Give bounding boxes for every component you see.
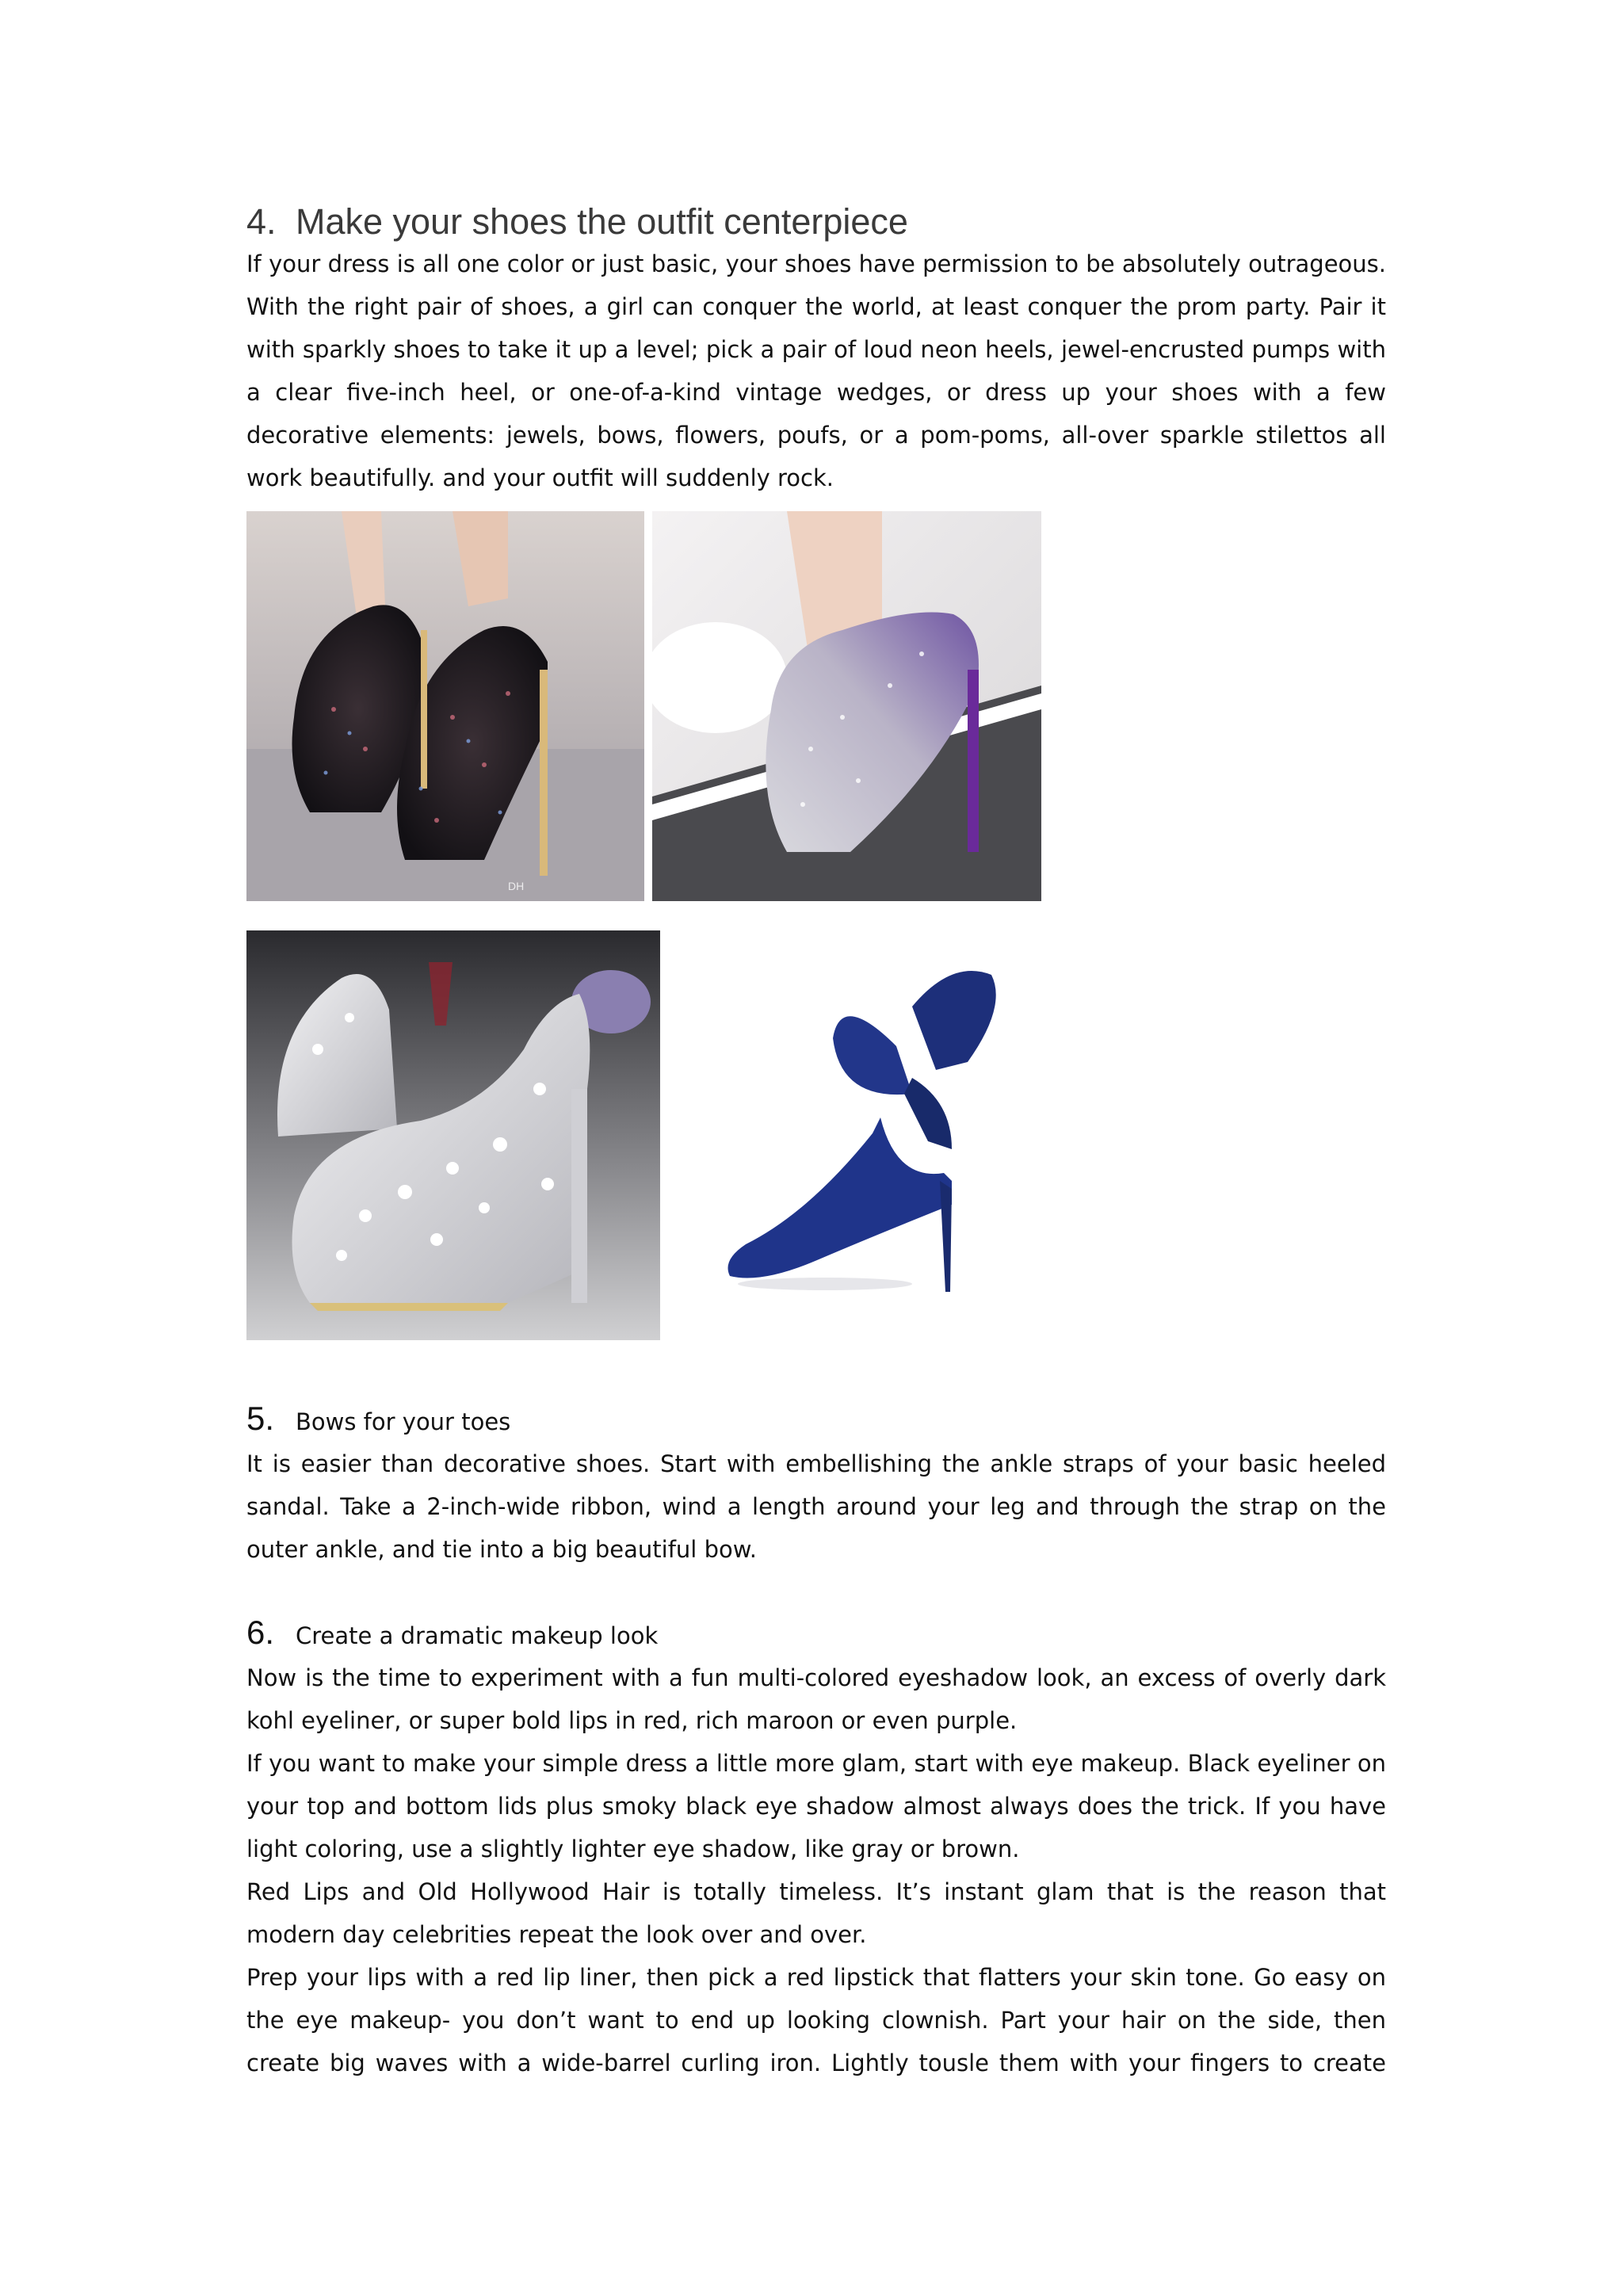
section-6-paragraph-2: If you want to make your simple dress a little more glam, start with eye makeup. Black eyeliner on your top and bottom lids plus smoky black eye shadow almost always does the trick. If you have light coloring, use a slightly lighter eye shadow, like gray or brown. bbox=[246, 1750, 1386, 1862]
section-6-paragraph-1: Now is the time to experiment with a fun multi-colored eyeshadow look, an excess of overly dark kohl eyeliner, or super bold lips in red, rich maroon or even purple. bbox=[246, 1664, 1386, 1734]
section-5-body bbox=[246, 1442, 1386, 1571]
section-5-number: 5. bbox=[246, 1400, 275, 1437]
photo-watermark: DH bbox=[508, 880, 525, 892]
section-6-title: Create a dramatic makeup look bbox=[296, 1622, 659, 1649]
section-5-paragraph: It is easier than decorative shoes. Start with embellishing the ankle straps of your basic heeled sandal. Take a 2-inch-wide ribbon, wind a length around your leg and through the strap on the outer ankle, and tie into a big beautiful bow. bbox=[246, 1450, 1386, 1563]
section-4-paragraph: If your dress is all one color or just basic, your shoes have permission to be absolutely outrageous. With the right pair of shoes, a girl can conquer the world, at least conquer the prom party. Pair it with sparkly shoes to take it up a level; pick a pair of loud neon heels, jewel-encrusted pumps with a clear five-inch heel, or one-of-a-kind vintage wedges, or dress up your shoes with a few decorative elements: jewels, bows, flowers, poufs, or a pom-poms, all-over sparkle stilettos all work beautifully. and your outfit will suddenly rock. bbox=[246, 250, 1386, 491]
crystal-silver-heels-photo bbox=[246, 930, 660, 1340]
section-6-number: 6. bbox=[246, 1614, 275, 1651]
section-4-title: Make your shoes the outfit centerpiece bbox=[296, 201, 908, 242]
purple-silver-gradient-pump-photo bbox=[652, 511, 1041, 901]
navy-bow-pump-photo bbox=[714, 943, 1039, 1308]
section-6-paragraph-3: Red Lips and Old Hollywood Hair is totally timeless. It’s instant glam that is the reason that modern day celebrities repeat the look over and over. bbox=[246, 1878, 1386, 1948]
black-glitter-heels-photo bbox=[246, 511, 644, 901]
section-6-paragraph-4: Prep your lips with a red lip liner, then pick a red lipstick that flatters your skin tone. Go easy on the eye makeup- you don’t want to end up looking clownish. Part your hair on the side, then create big waves with a wide-barrel curling iron. Lightly tousle them with your fingers to create bbox=[246, 1964, 1386, 2076]
section-5-title: Bows for your toes bbox=[296, 1408, 511, 1435]
section-6-heading bbox=[246, 1609, 658, 1656]
section-6-body bbox=[246, 1656, 1386, 2084]
section-4-body bbox=[246, 243, 1386, 499]
section-4-heading bbox=[246, 194, 1386, 250]
section-5-heading bbox=[246, 1395, 510, 1442]
section-4-number: 4. bbox=[246, 201, 277, 242]
